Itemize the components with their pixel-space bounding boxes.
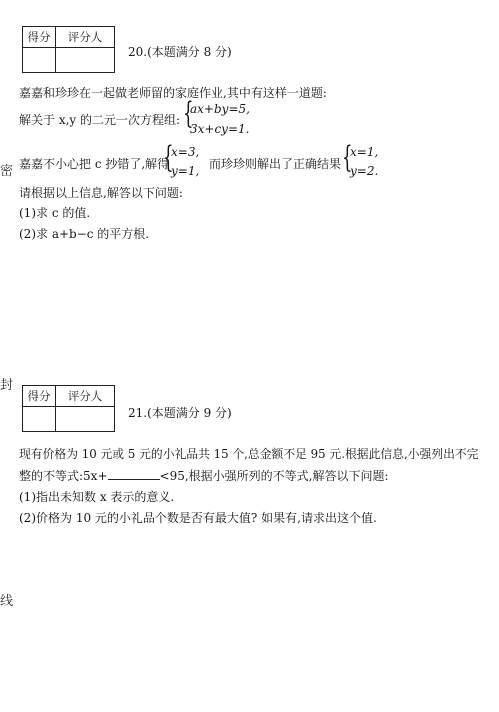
q20-heading: 20.(本题满分 8 分) bbox=[128, 45, 232, 59]
q21-line2 bbox=[19, 467, 389, 484]
wrong-x: x=3, bbox=[171, 145, 200, 159]
grader-cell[interactable] bbox=[56, 407, 115, 432]
q21-part2: (2)价格为 10 元的小礼品个数是否有最大值? 如果有,请求出这个值. bbox=[19, 511, 377, 525]
q21-line2-prefix: 整的不等式:5x+ bbox=[19, 469, 108, 483]
q20-problem-prefix: 解关于 x,y 的二元一次方程组: bbox=[19, 113, 181, 127]
q20-part2: (2)求 a+b−c 的平方根. bbox=[19, 227, 150, 241]
q21-line2-suffix: <95,根据小强所列的不等式,解答以下问题: bbox=[159, 469, 389, 483]
score-cell[interactable] bbox=[23, 407, 56, 432]
q21-part1: (1)指出未知数 x 表示的意义. bbox=[19, 490, 175, 504]
q20-part1: (1)求 c 的值. bbox=[19, 206, 91, 220]
right-solution-brace: { bbox=[342, 140, 353, 175]
score-table-q20 bbox=[22, 26, 115, 73]
q20-prompt: 请根据以上信息,解答以下问题: bbox=[19, 186, 183, 200]
score-header: 得分 bbox=[23, 386, 56, 407]
system-brace: { bbox=[183, 96, 194, 131]
grader-header: 评分人 bbox=[56, 386, 115, 407]
q20-mistake-middle: 而珍珍则解出了正确结果 bbox=[209, 157, 342, 171]
wrong-y: y=1, bbox=[171, 164, 200, 178]
seal-mark-3: 线 bbox=[0, 594, 14, 609]
q20-intro: 嘉嘉和珍珍在一起做老师留的家庭作业,其中有这样一道题: bbox=[19, 86, 327, 100]
right-x: x=1, bbox=[350, 145, 379, 159]
grader-cell[interactable] bbox=[56, 48, 115, 73]
score-table-q21 bbox=[22, 385, 115, 432]
score-cell[interactable] bbox=[23, 48, 56, 73]
fill-in-blank[interactable] bbox=[108, 468, 160, 480]
right-y: y=2. bbox=[350, 164, 379, 178]
equation-2: 3x+cy=1. bbox=[190, 122, 250, 136]
seal-mark-2: 封 bbox=[0, 378, 14, 393]
q21-line1: 现有价格为 10 元或 5 元的小礼品共 15 个,总金额不足 95 元.根据此信息,小强列出不完 bbox=[19, 447, 479, 461]
q20-mistake-prefix: 嘉嘉不小心把 c 抄错了,解得 bbox=[19, 157, 170, 171]
grader-header: 评分人 bbox=[56, 27, 115, 48]
equation-1: ax+by=5, bbox=[190, 102, 250, 116]
wrong-solution-brace: { bbox=[163, 140, 174, 175]
seal-mark-1: 密 bbox=[0, 164, 14, 179]
score-header: 得分 bbox=[23, 27, 56, 48]
q21-heading: 21.(本题满分 9 分) bbox=[128, 406, 232, 420]
